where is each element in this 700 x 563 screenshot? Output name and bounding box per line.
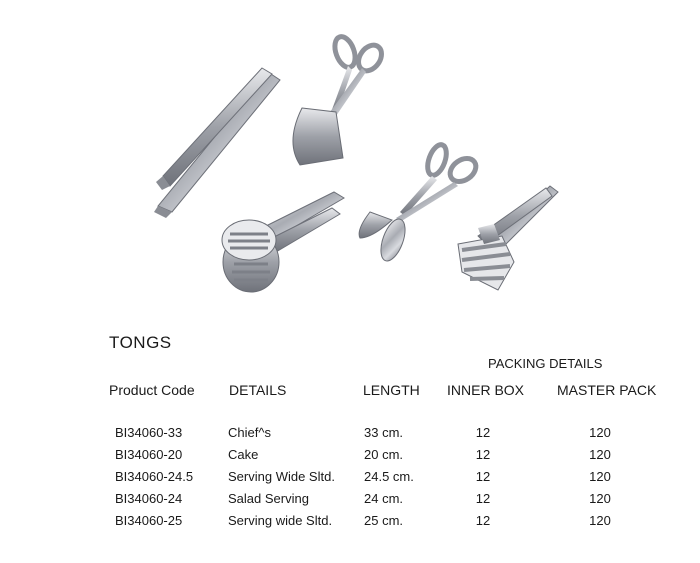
cake-tongs-icon (293, 34, 386, 165)
header-length: LENGTH (363, 382, 420, 398)
table-row-details: Serving wide Sltd. (228, 513, 333, 528)
table-row-inner: 12 (475, 425, 491, 440)
table-row-inner: 12 (475, 469, 491, 484)
table-row-inner: 12 (475, 491, 491, 506)
table-row-length: 24 cm. (364, 491, 404, 506)
table-row-code: BI34060-20 (115, 447, 183, 462)
header-product-code: Product Code (109, 382, 195, 398)
table-row-length: 24.5 cm. (364, 469, 414, 484)
slotted-wide-tongs-icon (222, 192, 344, 292)
header-master-pack: MASTER PACK (557, 382, 657, 398)
table-row-details: Salad Serving (228, 491, 309, 506)
table-row-code: BI34060-24.5 (115, 469, 194, 484)
table-row-master: 120 (589, 491, 611, 506)
table-row-length: 20 cm. (364, 447, 404, 462)
table-row-code: BI34060-25 (115, 513, 183, 528)
table-row-inner: 12 (475, 447, 491, 462)
table-row-master: 120 (589, 513, 611, 528)
table-row-master: 120 (589, 447, 611, 462)
table-row-code: BI34060-24 (115, 491, 183, 506)
page-title: TONGS (109, 333, 172, 352)
table-row-length: 25 cm. (364, 513, 404, 528)
wide-serving-tongs-icon (458, 186, 558, 290)
table-row-master: 120 (589, 425, 611, 440)
header-details: DETAILS (229, 382, 287, 398)
header-inner-box: INNER BOX (447, 382, 525, 398)
table-row-master: 120 (589, 469, 611, 484)
table-row-details: Chief^s (228, 425, 271, 440)
table-row-length: 33 cm. (364, 425, 404, 440)
table-row-details: Cake (228, 447, 259, 462)
packing-details-label: PACKING DETAILS (488, 356, 603, 371)
table-row-details: Serving Wide Sltd. (228, 469, 335, 484)
table-row-inner: 12 (475, 513, 491, 528)
straight-tongs-icon (154, 68, 280, 218)
table-row-code: BI34060-33 (115, 425, 183, 440)
